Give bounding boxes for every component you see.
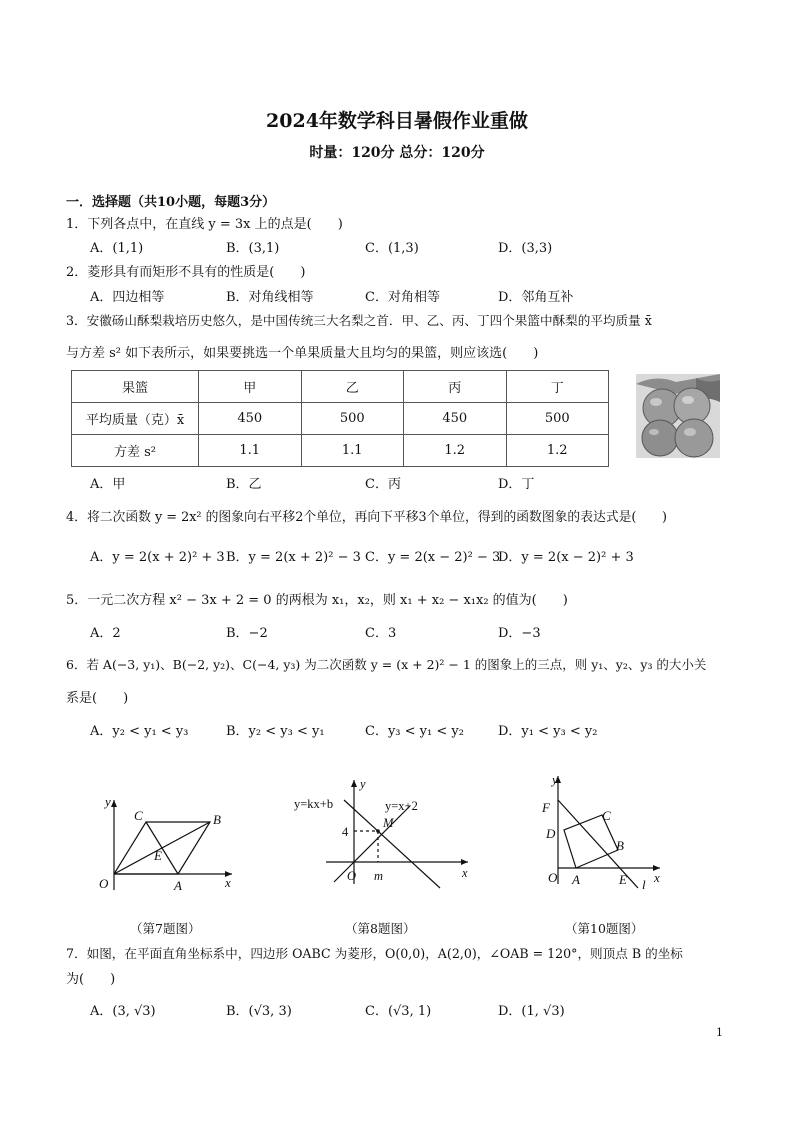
q1-stem: 1．下列各点中，在直线 y = 3x 上的点是( ) — [66, 217, 343, 232]
pear-basket-photo — [636, 374, 720, 458]
q6-option-b: B．y₂ < y₃ < y₁ — [226, 724, 325, 739]
table-header-row — [72, 371, 609, 403]
section-heading: 一．选择题（共10小题，每题3分） — [66, 195, 276, 210]
q7-stem-line1: 7．如图，在平面直角坐标系中，四边形 OABC 为菱形，O(0,0)，A(2,0)，∠OAB = 120°，则顶点 B 的坐标 — [66, 946, 683, 961]
q4-stem: 4．将二次函数 y = 2x² 的图象向右平移2个单位，再向下平移3个单位，得到的函数图象的表达式是( ) — [66, 510, 667, 525]
fig10-label: x — [654, 870, 660, 885]
fig8-label: M — [383, 816, 394, 830]
q6-option-a: A．y₂ < y₁ < y₃ — [90, 724, 189, 739]
fig8-label: x — [462, 866, 468, 880]
table-cell: 1.2 — [506, 435, 609, 467]
figure-10-caption: （第10题图） — [565, 921, 644, 936]
page-number: 1 — [716, 1026, 723, 1039]
fig10-label: C — [602, 808, 611, 823]
figure-7-caption: （第7题图） — [130, 921, 201, 936]
q7-stem-line2: 为( ) — [66, 972, 116, 987]
table-cell: 450 — [199, 403, 302, 435]
figure-10-square — [530, 770, 680, 895]
q2-stem: 2．菱形具有而矩形不具有的性质是( ) — [66, 265, 306, 280]
q7-option-c: C．(√3, 1) — [365, 1004, 432, 1019]
fig7-label: x — [225, 875, 231, 890]
table-cell: 平均质量（克）x̄ — [72, 403, 199, 435]
q6-stem-line2: 系是( ) — [66, 691, 129, 706]
q5-option-c: C．3 — [365, 626, 397, 641]
fig10-label: B — [616, 838, 624, 853]
q7-option-a: A．(3, √3) — [90, 1004, 156, 1019]
q2-option-d: D．邻角互补 — [498, 290, 574, 305]
q3-option-d: D．丁 — [498, 477, 535, 492]
fig8-label: y — [360, 777, 366, 791]
q1-option-a: A．(1,1) — [90, 241, 144, 256]
fig8-label: O — [347, 869, 357, 883]
q5-stem: 5．一元二次方程 x² − 3x + 2 = 0 的两根为 x₁，x₂，则 x₁ + x₂ − x₁x₂ 的值为( ) — [66, 593, 568, 608]
table-cell: 1.2 — [404, 435, 507, 467]
q4-option-a: A．y = 2(x + 2)² + 3 — [90, 550, 225, 565]
table-header-cell: 果篮 — [72, 371, 199, 403]
figure-8-lines — [290, 774, 480, 894]
q3-option-c: C．丙 — [365, 477, 401, 492]
fig10-label: D — [546, 826, 556, 841]
fig8-label: m — [374, 869, 384, 883]
q4-option-c: C．y = 2(x − 2)² − 3 — [365, 550, 501, 565]
q7-option-d: D．(1, √3) — [498, 1004, 565, 1019]
q1-option-d: D．(3,3) — [498, 241, 553, 256]
fig7-label: O — [99, 876, 109, 891]
fig8-label: y=kx+b — [294, 797, 334, 811]
q3-table — [71, 370, 609, 467]
fig7-label: E — [154, 848, 162, 863]
fig10-label: F — [542, 800, 550, 815]
q5-option-d: D．−3 — [498, 626, 541, 641]
table-cell: 450 — [404, 403, 507, 435]
table-cell: 1.1 — [199, 435, 302, 467]
table-row — [72, 403, 609, 435]
q1-option-c: C．(1,3) — [365, 241, 419, 256]
fig7-label: y — [105, 794, 111, 809]
fig8-label: 4 — [342, 825, 349, 839]
q6-option-c: C．y₃ < y₁ < y₂ — [365, 724, 464, 739]
table-header-cell: 乙 — [301, 371, 404, 403]
table-cell: 500 — [506, 403, 609, 435]
q6-option-d: D．y₁ < y₃ < y₂ — [498, 724, 598, 739]
q6-stem-line1: 6．若 A(−3, y₁)、B(−2, y₂)、C(−4, y₃) 为二次函数 y = (x + 2)² − 1 的图象上的三点，则 y₁、y₂、y₃ 的大小关 — [66, 657, 707, 672]
q3-stem-line2: 与方差 s² 如下表所示，如果要挑选一个单果质量大且均匀的果篮，则应该选( ) — [66, 346, 539, 361]
q2-option-c: C．对角相等 — [365, 290, 440, 305]
fig7-label: B — [213, 812, 221, 827]
document-subtitle: 时量：120分 总分：120分 — [309, 145, 485, 161]
table-row — [72, 435, 609, 467]
q4-option-d: D．y = 2(x − 2)² + 3 — [498, 550, 634, 565]
fig10-label: E — [619, 872, 627, 887]
table-cell: 500 — [301, 403, 404, 435]
q2-option-b: B．对角线相等 — [226, 290, 314, 305]
q5-option-b: B．−2 — [226, 626, 268, 641]
table-header-cell: 丙 — [404, 371, 507, 403]
table-cell: 方差 s² — [72, 435, 199, 467]
fig7-label: A — [174, 878, 182, 893]
fig10-label: A — [572, 872, 580, 887]
fig10-label: O — [548, 870, 558, 885]
table-header-cell: 丁 — [506, 371, 609, 403]
table-header-cell: 甲 — [199, 371, 302, 403]
fig10-label: l — [642, 877, 646, 892]
figure-8-caption: （第8题图） — [345, 921, 416, 936]
q3-option-b: B．乙 — [226, 477, 262, 492]
q4-option-b: B．y = 2(x + 2)² − 3 — [226, 550, 361, 565]
fig7-label: C — [134, 808, 143, 823]
figure-7-rhombus — [92, 790, 242, 900]
q7-option-b: B．(√3, 3) — [226, 1004, 292, 1019]
q2-option-a: A．四边相等 — [90, 290, 165, 305]
document-title: 2024年数学科目暑假作业重做 — [266, 110, 528, 132]
fig8-label: y=x+2 — [385, 799, 418, 813]
q5-option-a: A．2 — [90, 626, 121, 641]
table-cell: 1.1 — [301, 435, 404, 467]
fig10-label: y — [552, 772, 558, 787]
q3-stem-line1: 3．安徽砀山酥梨栽培历史悠久，是中国传统三大名梨之首．甲、乙、丙、丁四个果篮中酥梨的平均质量 x̄ — [66, 313, 652, 328]
q1-option-b: B．(3,1) — [226, 241, 280, 256]
q3-option-a: A．甲 — [90, 477, 126, 492]
